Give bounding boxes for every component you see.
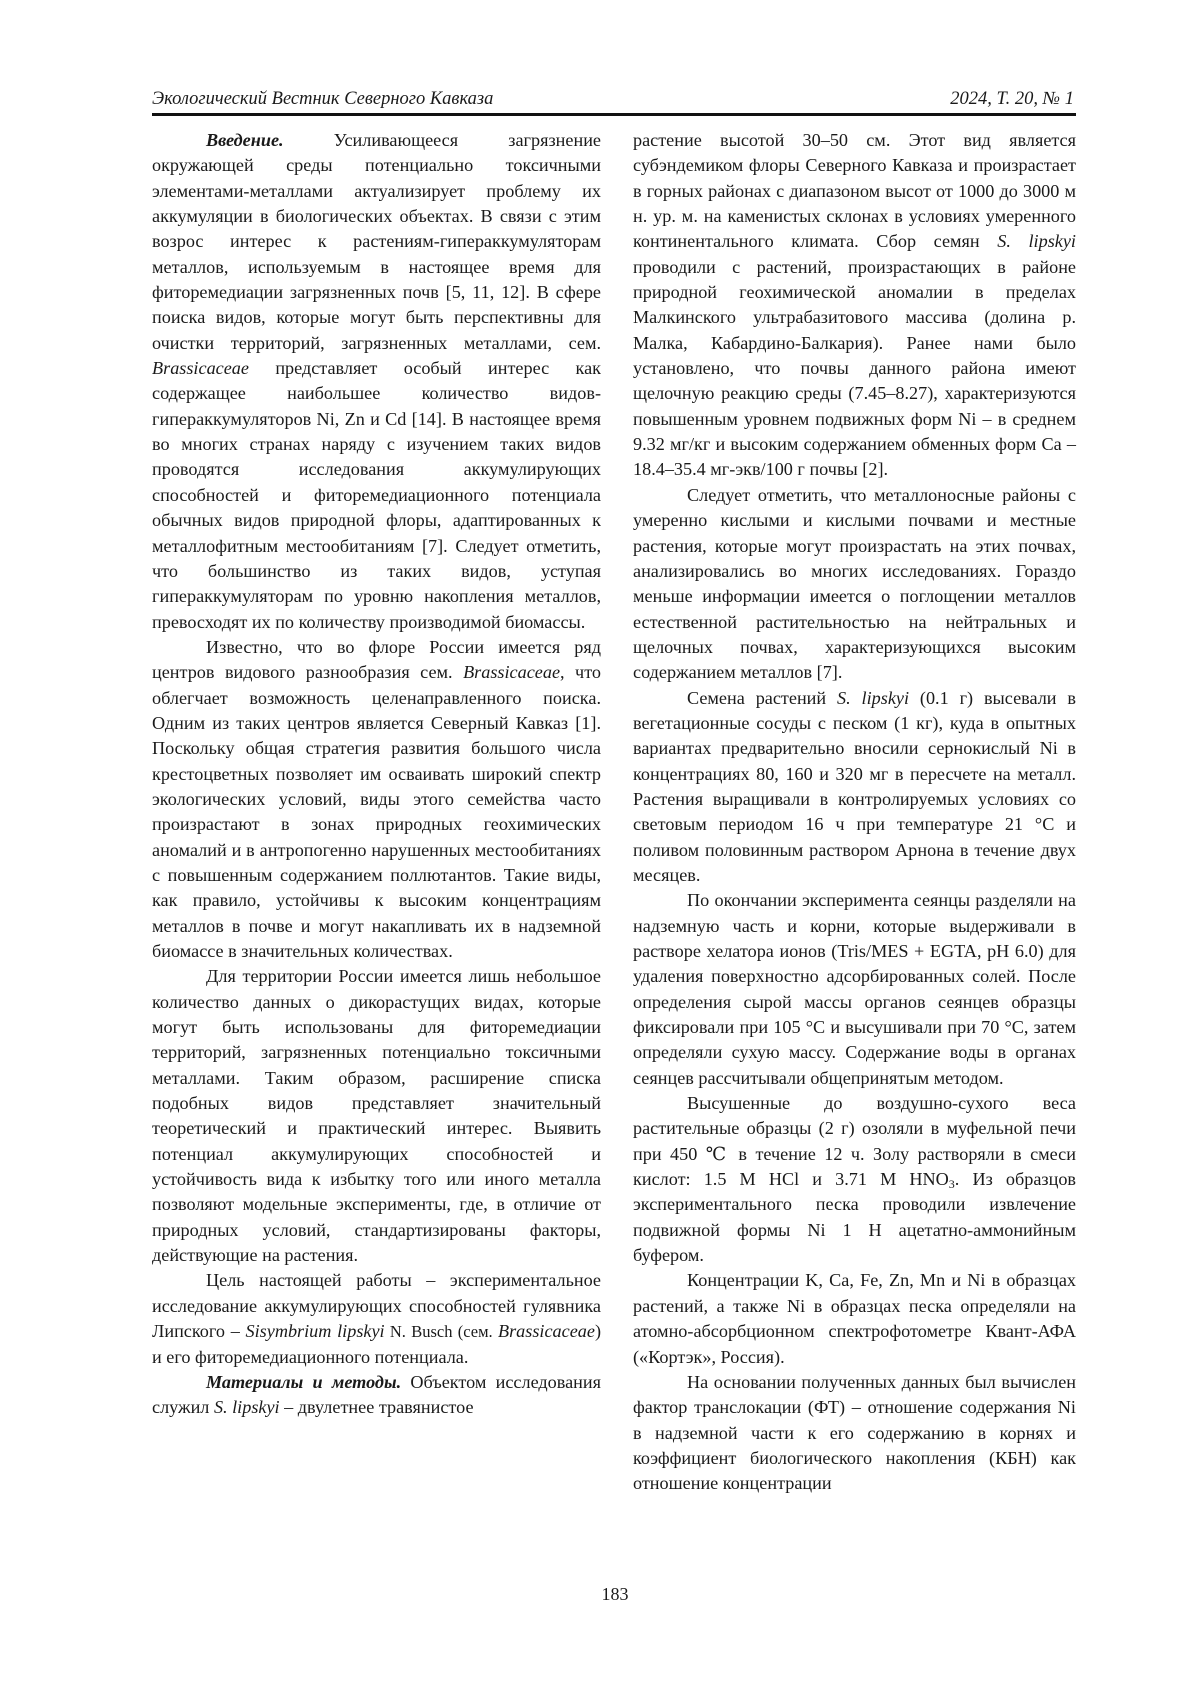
paragraph: Следует отметить, что металлоносные районы с умеренно кислыми и кислыми почвами и местные растения, которые могут произрастать на этих почвах, анализировались во многих исследованиях. Гораздо меньше информации имеется о поглощении металлов естественной растительностью на нейтральных и щелочных почвах, характеризующихся высоким содержанием металлов [7]. xyxy=(633,484,1076,683)
paragraph: Известно, что во флоре России имеется ряд центров видового разнообразия сем. Brassicaceae, что облегчает возможность целенаправленного поиска. Одним из таких центров является Северный Кавказ [1]. Поскольку общая стратегия развития большого числа крестоцветных позволяет им осваивать широкий спектр экологических условий, виды этого семейства часто произрастают в зонах природных геохимических аномалий и в антропогенно нарушенных местообитаниях с повышенным содержанием поллютантов. Такие виды, как правило, устойчивы к высоким концентрациям металлов в почве и могут накапливать их в надземной биомассе в значительных количествах. xyxy=(152,636,601,961)
paragraph: По окончании эксперимента сеянцы разделяли на надземную часть и корни, которые выдерживали в растворе хелатора ионов (Tris/MES + EGTA, pH 6.0) для удаления поверхностно адсорбированных солей. После определения сырой массы органов сеянцев образцы фиксировали при 105 °C и высушивали при 70 °C, затем определяли сухую массу. Содержание воды в органах сеянцев рассчитывали общепринятым методом. xyxy=(633,890,1076,1088)
paragraph: Для территории России имеется лишь небольшое количество данных о дикорастущих видах, которые могут быть использованы для фиторемедиации территорий, загрязненных потенциально токсичными металлами. Таким образом, расширение списка подобных видов представляет значительный теоретический и практический интерес. Выявить потенциал аккумулирующих способностей и устойчивость вида к избытку того или иного металла позволяют модельные эксперименты, где, в отличие от природных условий, стандартизированы факторы, действующие на растения. xyxy=(152,966,601,1266)
paragraph-aim: Цель настоящей работы – экспериментальное исследование аккумулирующих способностей гулявника Липского – Sisymbrium lipskyi N. Busch (сем. Brassicaceae) и его фиторемедиационного потенциала. xyxy=(152,1270,601,1367)
paragraph-introduction: Введение. Усиливающееся загрязнение окружающей среды потенциально токсичными элементами-металлами актуализирует проблему их аккумуляции в биологических объектах. В связи с этим возрос интерес к растениям-гипераккумуляторам металлов, используемым в настоящее время для фиторемедиации загрязненных почв [5, 11, 12]. В сфере поиска видов, которые могут быть перспективны для очистки территорий, загрязненных металлами, сем. Brassicaceae представляет особый интерес как содержащее наибольшее количество видов-гипераккумуляторов Ni, Zn и Cd [14]. В настоящее время во многих странах наряду с изучением таких видов проводятся исследования аккумулирующих способностей и фиторемедиационного потенциала обычных видов природной флоры, адаптированных к металлофитным местообитаниям [7]. Следует отметить, что большинство из таких видов, уступая гипераккумуляторам по уровню накопления металлов, превосходят их по количеству производимой биомассы. xyxy=(152,130,601,632)
section-heading-introduction: Введение. xyxy=(206,130,284,150)
header-divider xyxy=(152,113,1076,116)
left-column xyxy=(152,128,601,1421)
paragraph-methods: Материалы и методы. Объектом исследования служил S. lipskyi – двулетнее травянистое xyxy=(152,1371,601,1418)
issue-info: 2024, Т. 20, № 1 xyxy=(950,89,1074,109)
paragraph: На основании полученных данных был вычислен фактор транслокации (ФТ) – отношение содержания Ni в надземной части к его содержанию в корнях и коэффициент биологического накопления (КБН) как отношение концентрации xyxy=(633,1371,1076,1494)
paragraph: Высушенные до воздушно-сухого веса растительные образцы (2 г) озоляли в муфельной печи при 450 ℃ в течение 12 ч. Золу растворяли в смеси кислот: 1.5 M HCl и 3.71 M $HNO_3$. Из образцов экспериментального песка проводили извлечение подвижной формы Ni 1 Н ацетатно-аммонийным буфером. xyxy=(633,1093,1076,1266)
journal-title: Экологический Вестник Северного Кавказа xyxy=(152,89,494,109)
paragraph: растение высотой 30–50 см. Этот вид является субэндемиком флоры Северного Кавказа и произрастает в горных районах с диапазоном высот от 1000 до 3000 м н. ур. м. на каменистых склонах в условиях умеренного континентального климата. Сбор семян S. lipskyi проводили с растений, произрастающих в районе природной геохимической аномалии в пределах Малкинского ультрабазитового массива (долина р. Малка, Кабардино-Балкария). Ранее нами было установлено, что почвы данного района имеют щелочную реакцию среды (7.45–8.27), характеризуются повышенным уровнем подвижных форм Ni – в среднем 9.32 мг/кг и высоким содержанием обменных форм Ca – 18.4–35.4 мг-экв/100 г почвы [2]. xyxy=(633,130,1076,480)
page-number: 183 xyxy=(601,1584,629,1604)
section-heading-methods: Материалы и методы. xyxy=(206,1371,402,1392)
right-column xyxy=(633,128,1076,1497)
running-header xyxy=(152,84,1074,110)
paragraph: Семена растений S. lipskyi (0.1 г) высевали в вегетационные сосуды с песком (1 кг), куда в опытных вариантах предварительно вносили сернокислый Ni в концентрациях 80, 160 и 320 мг в пересчете на металл. Растения выращивали в контролируемых условиях со световым периодом 16 ч при температуре 21 °C и поливом половинным раствором Арнона в течение двух месяцев. xyxy=(633,687,1076,885)
paragraph: Концентрации K, Ca, Fe, Zn, Mn и Ni в образцах растений, а также Ni в образцах песка определяли на атомно-абсорбционном спектрофотометре Квант-АФА («Кортэк», Россия). xyxy=(633,1270,1076,1367)
